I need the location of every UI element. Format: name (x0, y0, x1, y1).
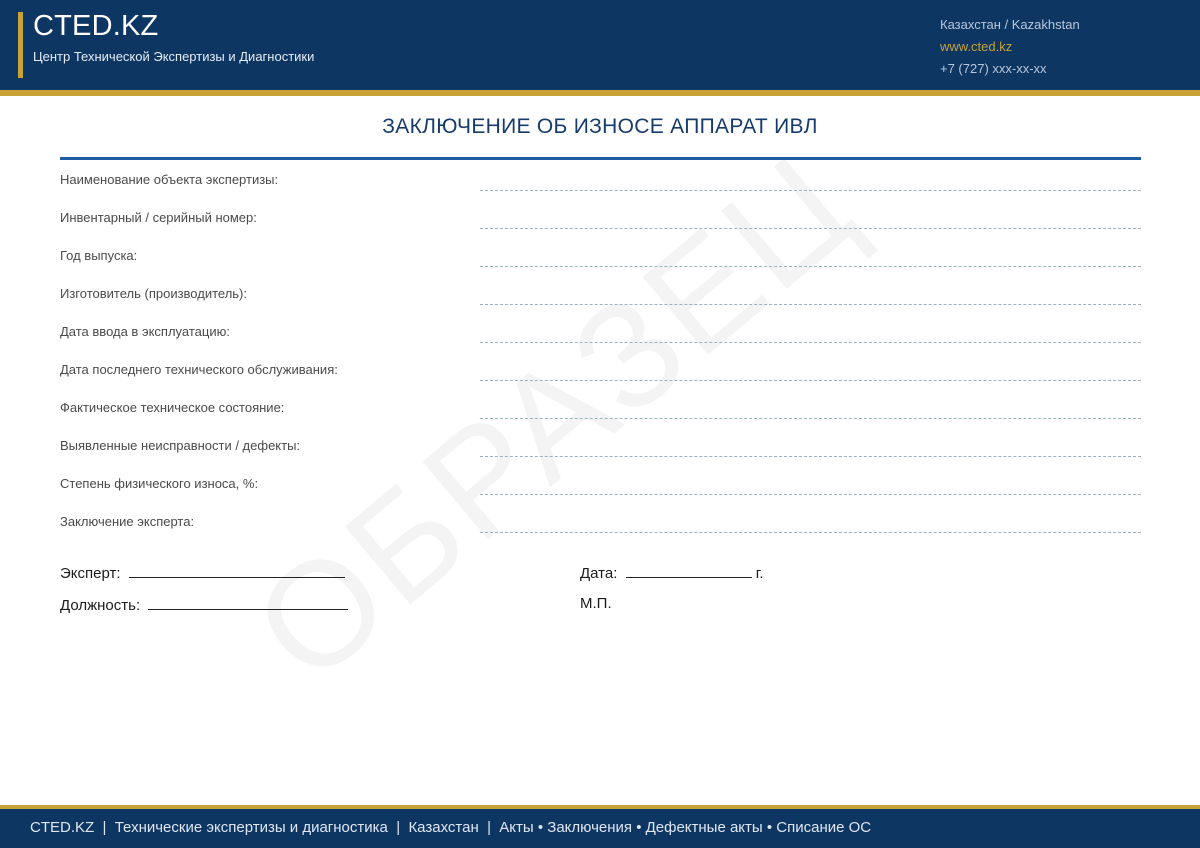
field-label: Год выпуска: (60, 248, 138, 263)
expert-label: Эксперт: (60, 565, 121, 582)
position-label: Должность: (60, 597, 141, 614)
document-title: ЗАКЛЮЧЕНИЕ ОБ ИЗНОСЕ АППАРАТ ИВЛ (382, 115, 818, 138)
field-label: Изготовитель (производитель): (60, 286, 247, 301)
brand-accent-bar (18, 12, 23, 78)
field-serial-number (60, 198, 1141, 236)
field-label: Степень физического износа, %: (60, 476, 259, 491)
field-last-maintenance (60, 350, 1141, 388)
page-footer (0, 809, 1200, 848)
fill-in-line[interactable] (480, 266, 1141, 267)
stamp-placeholder: М.П. (580, 595, 612, 612)
field-label: Инвентарный / серийный номер: (60, 210, 257, 225)
field-expert-conclusion (60, 502, 1141, 540)
field-commissioning-date (60, 312, 1141, 350)
expert-signature-line[interactable] (129, 563, 345, 578)
field-label: Наименование объекта экспертизы: (60, 172, 279, 187)
field-wear-percent (60, 464, 1141, 502)
field-manufacturer (60, 274, 1141, 312)
field-technical-condition (60, 388, 1141, 426)
date-suffix: г. (755, 565, 764, 582)
page-header (0, 0, 1200, 90)
form-fields (60, 160, 1141, 540)
date-label: Дата: (580, 565, 618, 582)
fill-in-line[interactable] (480, 342, 1141, 343)
header-gold-stripe (0, 90, 1200, 96)
fill-in-line[interactable] (480, 494, 1141, 495)
field-label: Заключение эксперта: (60, 514, 195, 529)
fill-in-line[interactable] (480, 532, 1141, 533)
field-defects (60, 426, 1141, 464)
contact-phone: +7 (727) xxx-xx-xx (940, 61, 1047, 76)
fill-in-line[interactable] (480, 380, 1141, 381)
position-line[interactable] (148, 595, 348, 610)
fill-in-line[interactable] (480, 456, 1141, 457)
footer-text: CTED.KZ | Технические экспертизы и диагностика | Казахстан | Акты • Заключения • Дефектные акты • Списание ОС (30, 819, 872, 836)
fill-in-line[interactable] (480, 228, 1141, 229)
brand-title: CTED.KZ (33, 10, 159, 42)
contact-country: Казахстан / Kazakhstan (940, 17, 1080, 32)
position-row (60, 595, 348, 614)
expert-signature-row (60, 563, 345, 582)
field-label: Дата последнего технического обслуживания: (60, 362, 338, 377)
field-object-name (60, 160, 1141, 198)
fill-in-line[interactable] (480, 190, 1141, 191)
brand-subtitle: Центр Технической Экспертизы и Диагностики (33, 49, 315, 64)
field-label: Дата ввода в эксплуатацию: (60, 324, 230, 339)
field-label: Выявленные неисправности / дефекты: (60, 438, 301, 453)
field-year (60, 236, 1141, 274)
fill-in-line[interactable] (480, 418, 1141, 419)
fill-in-line[interactable] (480, 304, 1141, 305)
date-row (580, 563, 764, 582)
field-label: Фактическое техническое состояние: (60, 400, 285, 415)
contact-website-link[interactable]: www.cted.kz (940, 39, 1013, 54)
date-line[interactable] (626, 563, 752, 578)
